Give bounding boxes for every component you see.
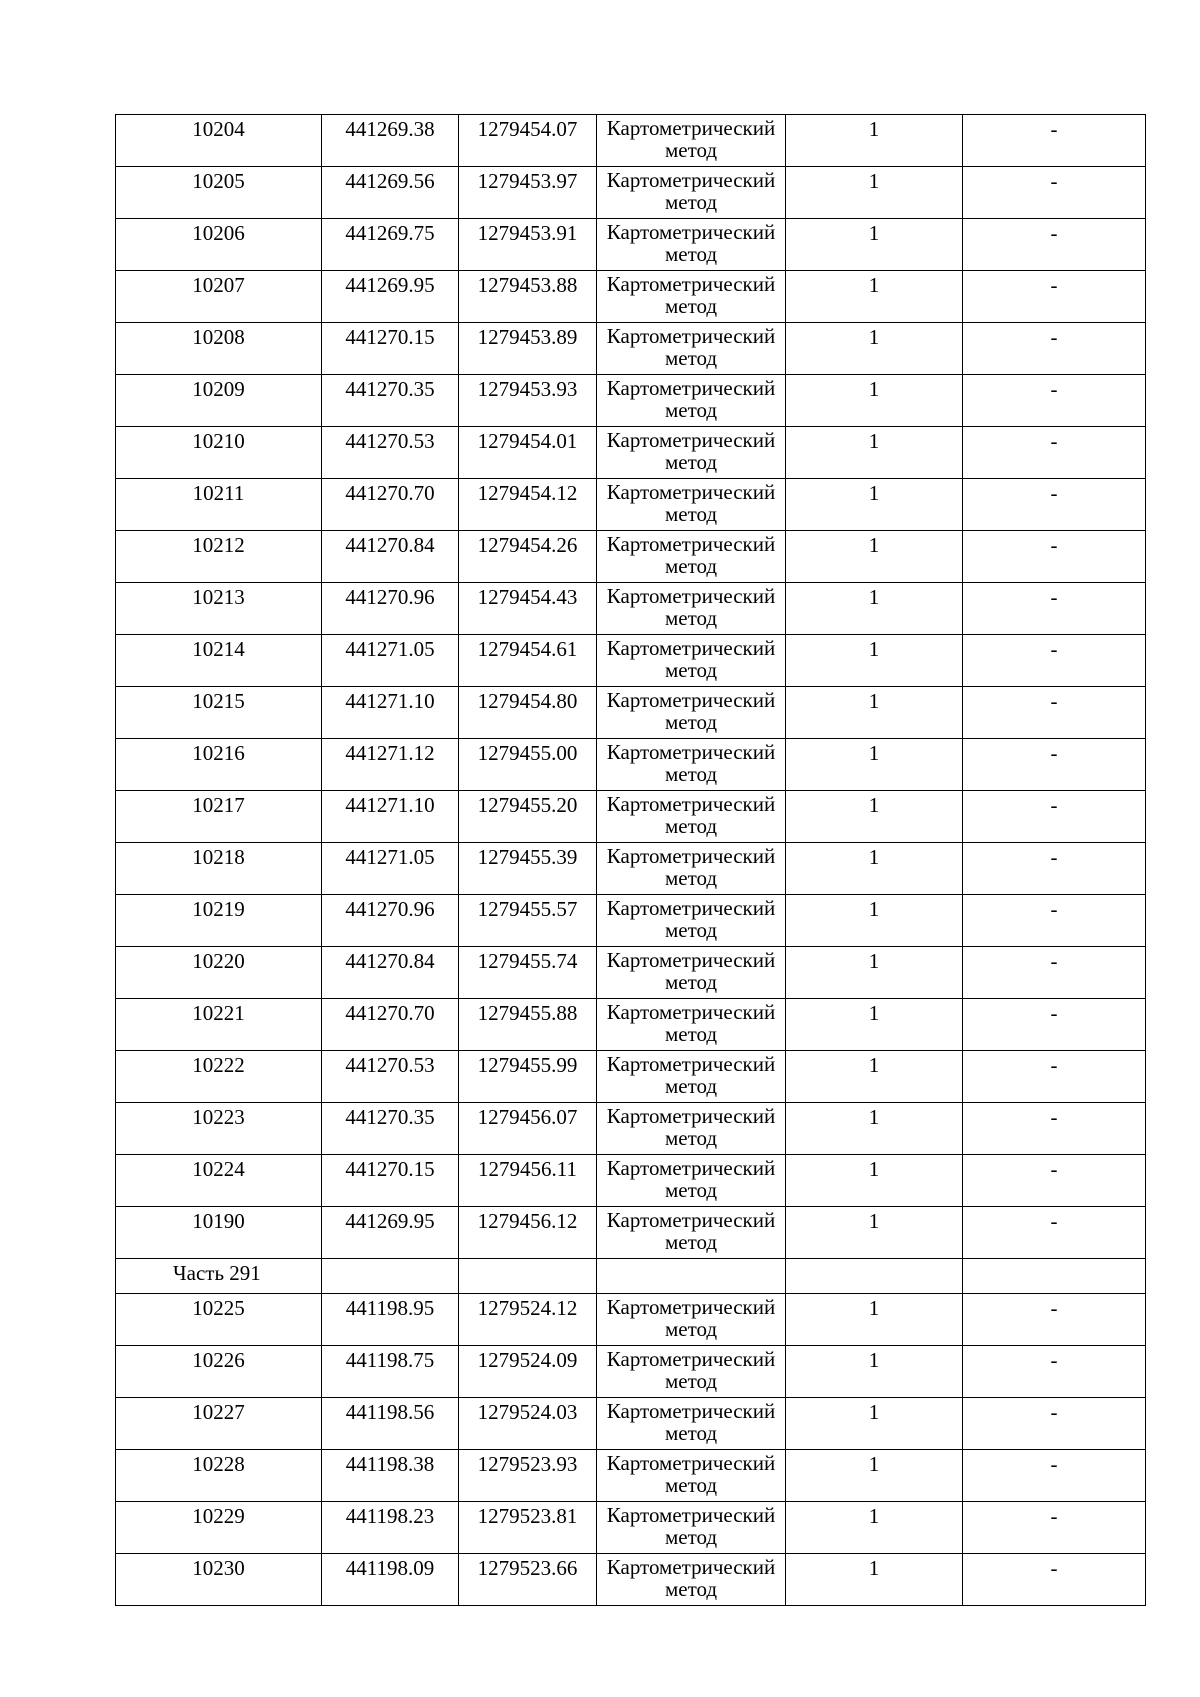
method-line-2: метод [664, 242, 718, 266]
empty-cell [786, 1259, 963, 1294]
x-coordinate-cell: 441270.96 [322, 583, 459, 635]
method-line-1: Картометрический [606, 792, 776, 816]
description-cell: - [963, 1554, 1146, 1606]
x-coordinate-cell: 441269.95 [322, 271, 459, 323]
point-number-cell: 10206 [116, 219, 322, 271]
y-coordinate-cell: 1279455.99 [459, 1051, 597, 1103]
point-number-cell: 10212 [116, 531, 322, 583]
description-cell: - [963, 947, 1146, 999]
point-number-cell: 10217 [116, 791, 322, 843]
method-cell [597, 479, 786, 531]
x-coordinate-cell: 441271.12 [322, 739, 459, 791]
method-cell [597, 375, 786, 427]
method-line-2: метод [664, 1317, 718, 1341]
description-cell: - [963, 791, 1146, 843]
accuracy-cell: 1 [786, 427, 963, 479]
method-cell [597, 791, 786, 843]
method-cell [597, 1051, 786, 1103]
point-number-cell: 10223 [116, 1103, 322, 1155]
description-cell: - [963, 1450, 1146, 1502]
method-line-1: Картометрический [606, 376, 776, 400]
point-number-cell: 10227 [116, 1398, 322, 1450]
method-cell [597, 739, 786, 791]
description-cell: - [963, 999, 1146, 1051]
method-line-1: Картометрический [606, 584, 776, 608]
table-row [116, 427, 1146, 479]
y-coordinate-cell: 1279453.97 [459, 167, 597, 219]
table-row [116, 1346, 1146, 1398]
method-line-2: метод [664, 1074, 718, 1098]
method-line-1: Картометрический [606, 1451, 776, 1475]
table-row [116, 895, 1146, 947]
point-number-cell: 10215 [116, 687, 322, 739]
table-row [116, 115, 1146, 167]
method-line-2: метод [664, 1126, 718, 1150]
y-coordinate-cell: 1279454.61 [459, 635, 597, 687]
method-cell [597, 895, 786, 947]
table-row [116, 479, 1146, 531]
accuracy-cell: 1 [786, 999, 963, 1051]
method-line-1: Картометрический [606, 636, 776, 660]
method-line-1: Картометрический [606, 1503, 776, 1527]
method-cell [597, 115, 786, 167]
method-line-2: метод [664, 190, 718, 214]
method-cell [597, 531, 786, 583]
table-row [116, 635, 1146, 687]
point-number-cell: 10224 [116, 1155, 322, 1207]
description-cell: - [963, 1207, 1146, 1259]
method-line-2: метод [664, 1022, 718, 1046]
description-cell: - [963, 895, 1146, 947]
method-line-1: Картометрический [606, 428, 776, 452]
method-cell [597, 843, 786, 895]
x-coordinate-cell: 441198.75 [322, 1346, 459, 1398]
method-line-1: Картометрический [606, 168, 776, 192]
table-row [116, 219, 1146, 271]
method-line-2: метод [664, 1473, 718, 1497]
x-coordinate-cell: 441270.15 [322, 1155, 459, 1207]
accuracy-cell: 1 [786, 167, 963, 219]
method-line-2: метод [664, 606, 718, 630]
accuracy-cell: 1 [786, 739, 963, 791]
accuracy-cell: 1 [786, 947, 963, 999]
x-coordinate-cell: 441198.23 [322, 1502, 459, 1554]
description-cell: - [963, 1502, 1146, 1554]
method-line-2: метод [664, 554, 718, 578]
description-cell: - [963, 479, 1146, 531]
description-cell: - [963, 1294, 1146, 1346]
y-coordinate-cell: 1279455.20 [459, 791, 597, 843]
y-coordinate-cell: 1279455.00 [459, 739, 597, 791]
description-cell: - [963, 271, 1146, 323]
description-cell: - [963, 427, 1146, 479]
point-number-cell: 10210 [116, 427, 322, 479]
table-row [116, 687, 1146, 739]
accuracy-cell: 1 [786, 635, 963, 687]
x-coordinate-cell: 441270.15 [322, 323, 459, 375]
y-coordinate-cell: 1279456.12 [459, 1207, 597, 1259]
accuracy-cell: 1 [786, 1554, 963, 1606]
accuracy-cell: 1 [786, 1103, 963, 1155]
y-coordinate-cell: 1279453.88 [459, 271, 597, 323]
accuracy-cell: 1 [786, 1450, 963, 1502]
method-line-2: метод [664, 346, 718, 370]
coordinates-table [115, 114, 1146, 1606]
accuracy-cell: 1 [786, 531, 963, 583]
table-row [116, 999, 1146, 1051]
method-line-1: Картометрический [606, 480, 776, 504]
accuracy-cell: 1 [786, 115, 963, 167]
method-line-2: метод [664, 918, 718, 942]
method-line-2: метод [664, 502, 718, 526]
description-cell: - [963, 219, 1146, 271]
part-label: Часть 291 [116, 1259, 322, 1294]
method-line-2: метод [664, 1421, 718, 1445]
table-row [116, 1294, 1146, 1346]
method-cell [597, 1103, 786, 1155]
point-number-cell: 10221 [116, 999, 322, 1051]
x-coordinate-cell: 441270.84 [322, 531, 459, 583]
method-line-2: метод [664, 658, 718, 682]
point-number-cell: 10222 [116, 1051, 322, 1103]
method-line-1: Картометрический [606, 116, 776, 140]
accuracy-cell: 1 [786, 1051, 963, 1103]
point-number-cell: 10211 [116, 479, 322, 531]
method-line-2: метод [664, 710, 718, 734]
method-cell [597, 1346, 786, 1398]
method-cell [597, 947, 786, 999]
table-row [116, 167, 1146, 219]
y-coordinate-cell: 1279455.88 [459, 999, 597, 1051]
accuracy-cell: 1 [786, 1207, 963, 1259]
method-cell [597, 1554, 786, 1606]
point-number-cell: 10209 [116, 375, 322, 427]
coordinates-table-body [116, 115, 1146, 1606]
point-number-cell: 10204 [116, 115, 322, 167]
method-line-1: Картометрический [606, 740, 776, 764]
x-coordinate-cell: 441271.10 [322, 687, 459, 739]
description-cell: - [963, 1051, 1146, 1103]
description-cell: - [963, 323, 1146, 375]
table-row [116, 1155, 1146, 1207]
x-coordinate-cell: 441270.53 [322, 1051, 459, 1103]
method-cell [597, 427, 786, 479]
method-cell [597, 583, 786, 635]
x-coordinate-cell: 441271.05 [322, 635, 459, 687]
method-cell [597, 635, 786, 687]
table-row [116, 791, 1146, 843]
method-cell [597, 1155, 786, 1207]
y-coordinate-cell: 1279523.81 [459, 1502, 597, 1554]
y-coordinate-cell: 1279454.80 [459, 687, 597, 739]
table-row [116, 947, 1146, 999]
y-coordinate-cell: 1279524.03 [459, 1398, 597, 1450]
point-number-cell: 10214 [116, 635, 322, 687]
accuracy-cell: 1 [786, 687, 963, 739]
table-row [116, 323, 1146, 375]
table-row [116, 1450, 1146, 1502]
accuracy-cell: 1 [786, 1294, 963, 1346]
y-coordinate-cell: 1279456.11 [459, 1155, 597, 1207]
accuracy-cell: 1 [786, 1398, 963, 1450]
x-coordinate-cell: 441271.10 [322, 791, 459, 843]
accuracy-cell: 1 [786, 1346, 963, 1398]
method-line-1: Картометрический [606, 688, 776, 712]
y-coordinate-cell: 1279454.12 [459, 479, 597, 531]
accuracy-cell: 1 [786, 843, 963, 895]
table-row [116, 1207, 1146, 1259]
accuracy-cell: 1 [786, 1155, 963, 1207]
x-coordinate-cell: 441198.38 [322, 1450, 459, 1502]
method-cell [597, 687, 786, 739]
x-coordinate-cell: 441270.53 [322, 427, 459, 479]
table-row [116, 1051, 1146, 1103]
accuracy-cell: 1 [786, 479, 963, 531]
method-cell [597, 323, 786, 375]
y-coordinate-cell: 1279523.66 [459, 1554, 597, 1606]
accuracy-cell: 1 [786, 323, 963, 375]
point-number-cell: 10229 [116, 1502, 322, 1554]
point-number-cell: 10219 [116, 895, 322, 947]
y-coordinate-cell: 1279454.01 [459, 427, 597, 479]
description-cell: - [963, 1398, 1146, 1450]
accuracy-cell: 1 [786, 271, 963, 323]
description-cell: - [963, 1103, 1146, 1155]
empty-cell [597, 1259, 786, 1294]
method-line-2: метод [664, 1525, 718, 1549]
method-line-1: Картометрический [606, 532, 776, 556]
method-line-1: Картометрический [606, 896, 776, 920]
table-row [116, 1398, 1146, 1450]
x-coordinate-cell: 441270.96 [322, 895, 459, 947]
x-coordinate-cell: 441270.35 [322, 375, 459, 427]
y-coordinate-cell: 1279456.07 [459, 1103, 597, 1155]
description-cell: - [963, 115, 1146, 167]
method-line-1: Картометрический [606, 1052, 776, 1076]
accuracy-cell: 1 [786, 219, 963, 271]
table-row [116, 1502, 1146, 1554]
x-coordinate-cell: 441269.38 [322, 115, 459, 167]
point-number-cell: 10216 [116, 739, 322, 791]
method-line-1: Картометрический [606, 1104, 776, 1128]
method-line-2: метод [664, 1369, 718, 1393]
x-coordinate-cell: 441270.70 [322, 479, 459, 531]
method-line-1: Картометрический [606, 844, 776, 868]
table-row [116, 583, 1146, 635]
point-number-cell: 10230 [116, 1554, 322, 1606]
empty-cell [322, 1259, 459, 1294]
table-row [116, 739, 1146, 791]
method-line-2: метод [664, 970, 718, 994]
description-cell: - [963, 635, 1146, 687]
description-cell: - [963, 583, 1146, 635]
point-number-cell: 10208 [116, 323, 322, 375]
method-line-1: Картометрический [606, 1399, 776, 1423]
y-coordinate-cell: 1279453.89 [459, 323, 597, 375]
method-line-2: метод [664, 762, 718, 786]
empty-cell [459, 1259, 597, 1294]
method-cell [597, 1207, 786, 1259]
y-coordinate-cell: 1279454.43 [459, 583, 597, 635]
method-line-1: Картометрический [606, 220, 776, 244]
accuracy-cell: 1 [786, 1502, 963, 1554]
method-line-1: Картометрический [606, 1156, 776, 1180]
y-coordinate-cell: 1279524.12 [459, 1294, 597, 1346]
method-cell [597, 1450, 786, 1502]
method-cell [597, 1502, 786, 1554]
y-coordinate-cell: 1279455.57 [459, 895, 597, 947]
table-row [116, 375, 1146, 427]
method-line-1: Картометрический [606, 948, 776, 972]
method-cell [597, 167, 786, 219]
point-number-cell: 10228 [116, 1450, 322, 1502]
point-number-cell: 10225 [116, 1294, 322, 1346]
method-line-2: метод [664, 450, 718, 474]
point-number-cell: 10190 [116, 1207, 322, 1259]
method-cell [597, 1398, 786, 1450]
method-line-1: Картометрический [606, 324, 776, 348]
method-line-2: метод [664, 866, 718, 890]
description-cell: - [963, 167, 1146, 219]
method-line-1: Картометрический [606, 1295, 776, 1319]
x-coordinate-cell: 441270.70 [322, 999, 459, 1051]
y-coordinate-cell: 1279524.09 [459, 1346, 597, 1398]
accuracy-cell: 1 [786, 895, 963, 947]
y-coordinate-cell: 1279523.93 [459, 1450, 597, 1502]
point-number-cell: 10205 [116, 167, 322, 219]
point-number-cell: 10220 [116, 947, 322, 999]
description-cell: - [963, 531, 1146, 583]
method-line-2: метод [664, 814, 718, 838]
method-line-1: Картометрический [606, 1347, 776, 1371]
x-coordinate-cell: 441269.95 [322, 1207, 459, 1259]
method-line-2: метод [664, 1230, 718, 1254]
method-cell [597, 999, 786, 1051]
method-line-2: метод [664, 398, 718, 422]
description-cell: - [963, 687, 1146, 739]
description-cell: - [963, 843, 1146, 895]
point-number-cell: 10213 [116, 583, 322, 635]
point-number-cell: 10226 [116, 1346, 322, 1398]
method-line-2: метод [664, 1577, 718, 1601]
x-coordinate-cell: 441198.56 [322, 1398, 459, 1450]
accuracy-cell: 1 [786, 791, 963, 843]
method-line-2: метод [664, 294, 718, 318]
method-cell [597, 271, 786, 323]
y-coordinate-cell: 1279453.93 [459, 375, 597, 427]
method-line-2: метод [664, 138, 718, 162]
description-cell: - [963, 1155, 1146, 1207]
accuracy-cell: 1 [786, 375, 963, 427]
y-coordinate-cell: 1279455.39 [459, 843, 597, 895]
description-cell: - [963, 739, 1146, 791]
x-coordinate-cell: 441270.35 [322, 1103, 459, 1155]
table-row [116, 1554, 1146, 1606]
method-line-2: метод [664, 1178, 718, 1202]
description-cell: - [963, 375, 1146, 427]
x-coordinate-cell: 441270.84 [322, 947, 459, 999]
method-line-1: Картометрический [606, 1208, 776, 1232]
point-number-cell: 10207 [116, 271, 322, 323]
y-coordinate-cell: 1279454.26 [459, 531, 597, 583]
accuracy-cell: 1 [786, 583, 963, 635]
table-row [116, 1103, 1146, 1155]
x-coordinate-cell: 441271.05 [322, 843, 459, 895]
table-row [116, 843, 1146, 895]
empty-cell [963, 1259, 1146, 1294]
method-cell [597, 1294, 786, 1346]
point-number-cell: 10218 [116, 843, 322, 895]
method-line-1: Картометрический [606, 272, 776, 296]
method-line-1: Картометрический [606, 1555, 776, 1579]
table-row [116, 531, 1146, 583]
y-coordinate-cell: 1279453.91 [459, 219, 597, 271]
x-coordinate-cell: 441269.75 [322, 219, 459, 271]
x-coordinate-cell: 441198.95 [322, 1294, 459, 1346]
y-coordinate-cell: 1279454.07 [459, 115, 597, 167]
method-line-1: Картометрический [606, 1000, 776, 1024]
x-coordinate-cell: 441269.56 [322, 167, 459, 219]
y-coordinate-cell: 1279455.74 [459, 947, 597, 999]
description-cell: - [963, 1346, 1146, 1398]
part-header-row [116, 1259, 1146, 1294]
x-coordinate-cell: 441198.09 [322, 1554, 459, 1606]
method-cell [597, 219, 786, 271]
table-row [116, 271, 1146, 323]
